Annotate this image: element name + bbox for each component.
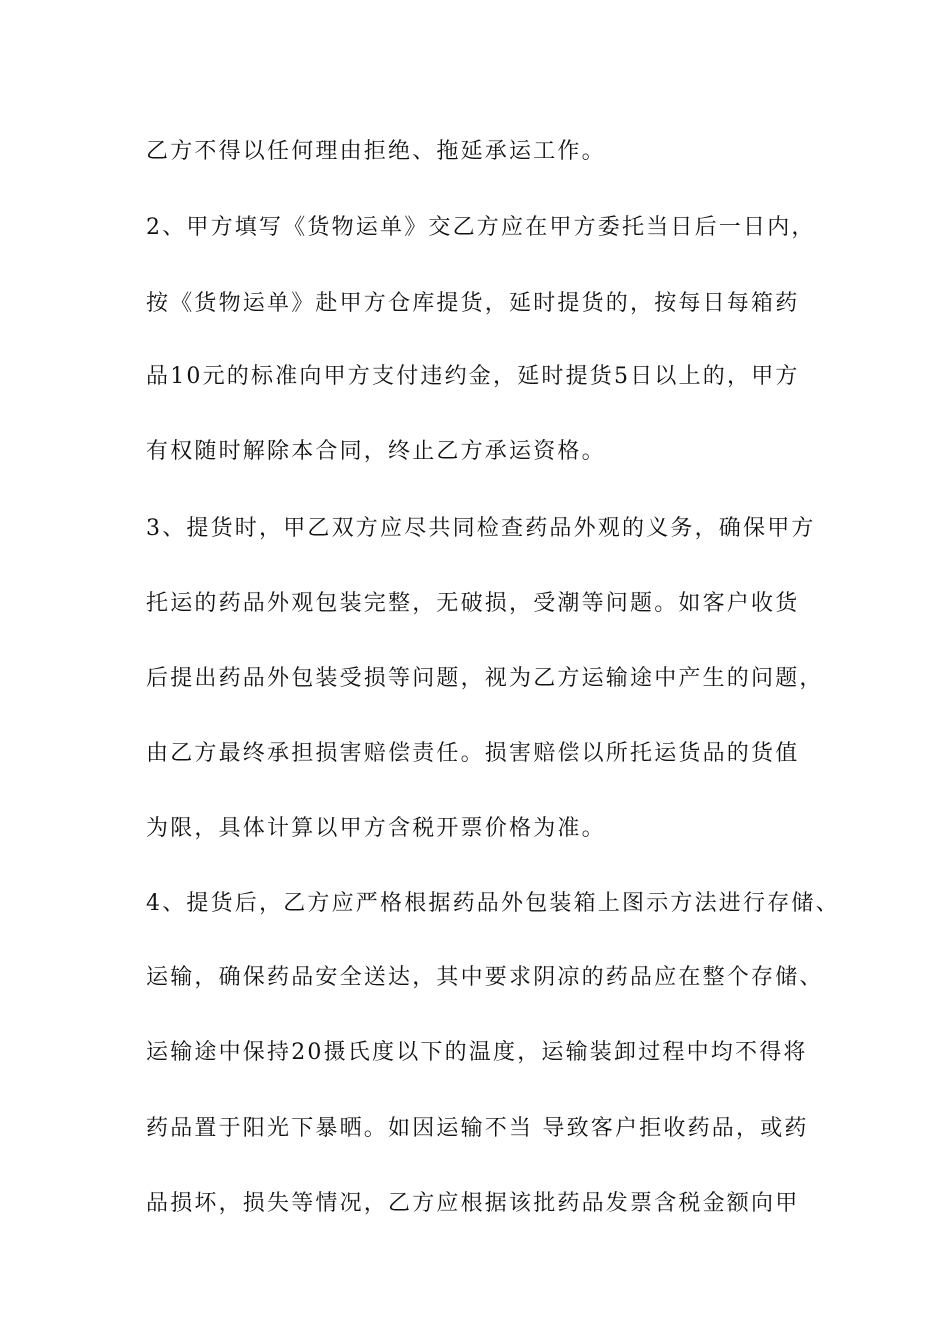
text-line-2: 2、甲方填写《货物运单》交乙方应在甲方委托当日后一日内， [146, 215, 816, 240]
text-line-8: 后提出药品外包装受损等问题，视为乙方运输途中产生的问题， [146, 666, 824, 691]
text-line-3: 按《货物运单》赴甲方仓库提货，延时提货的，按每日每箱药 [146, 291, 800, 316]
text-line-13: 运输途中保持20摄氏度以下的温度，运输装卸过程中均不得将 [146, 1040, 808, 1065]
text-line-6: 3、提货时，甲乙双方应尽共同检查药品外观的义务，确保甲方 [146, 516, 816, 541]
text-line-12: 运输，确保药品安全送达，其中要求阴凉的药品应在整个存储、 [146, 965, 824, 990]
text-line-5: 有权随时解除本合同，终止乙方承运资格。 [146, 439, 606, 464]
text-line-1: 乙方不得以任何理由拒绝、拖延承运工作。 [146, 139, 606, 164]
text-line-7: 托运的药品外观包装完整，无破损，受潮等问题。如客户收货 [146, 591, 800, 616]
text-line-11: 4、提货后，乙方应严格根据药品外包装箱上图示方法进行存储、 [146, 891, 840, 916]
text-line-14: 药品置于阳光下暴晒。如因运输不当 导致客户拒收药品，或药 [146, 1116, 809, 1141]
text-line-15: 品损坏，损失等情况，乙方应根据该批药品发票含税金额向甲 [146, 1191, 800, 1216]
text-line-10: 为限，具体计算以甲方含税开票价格为准。 [146, 816, 606, 841]
text-line-4: 品10元的标准向甲方支付违约金，延时提货5日以上的，甲方 [146, 364, 800, 389]
text-line-9: 由乙方最终承担损害赔偿责任。损害赔偿以所托运货品的货值 [146, 741, 800, 766]
